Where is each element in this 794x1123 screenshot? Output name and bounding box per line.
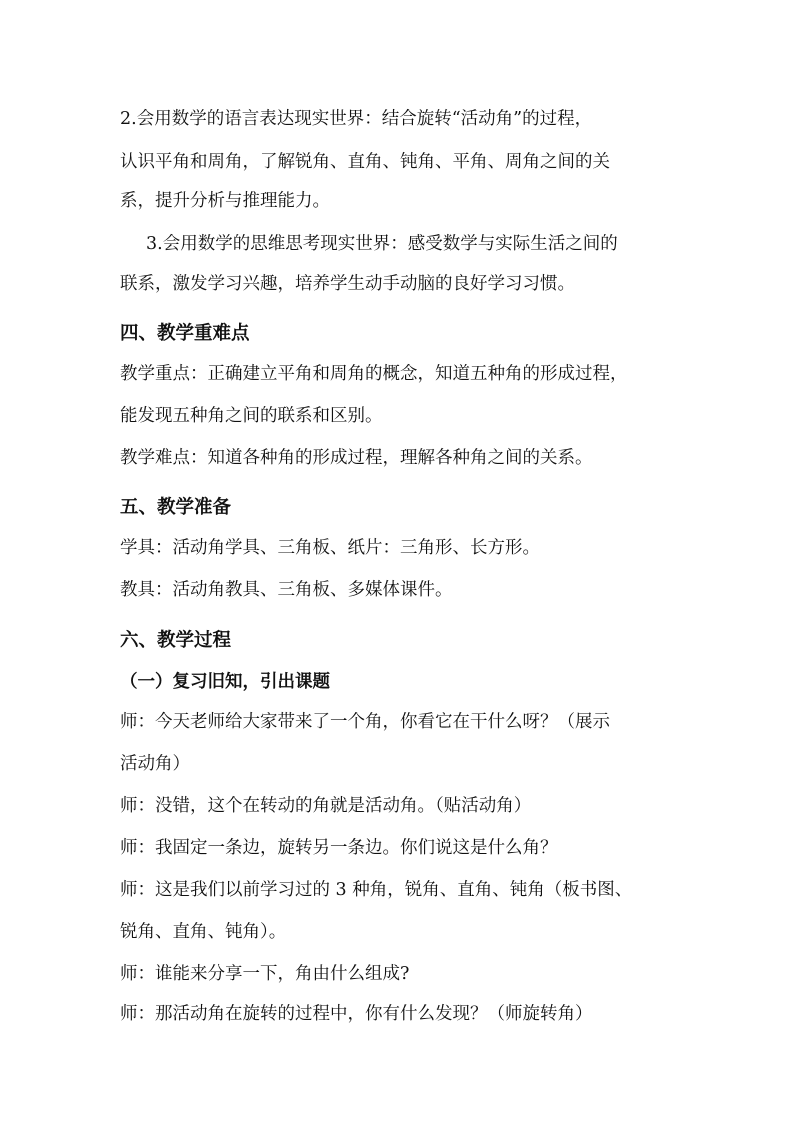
- dialogue-line: 师：这是我们以前学习过的 3 种角，锐角、直角、钝角（板书图、: [120, 880, 633, 900]
- objective-3-line-1: 3.会用数学的思维思考现实世界：感受数学与实际生活之间的: [146, 234, 618, 254]
- section-4-heading: 四、教学重难点: [120, 323, 250, 344]
- dialogue-line: 师：那活动角在旋转的过程中，你有什么发现？（师旋转角）: [120, 1004, 593, 1024]
- objective-3-line-2: 联系，激发学习兴趣，培养学生动手动脑的良好学习习惯。: [120, 274, 575, 294]
- objective-2-line-2: 认识平角和周角，了解锐角、直角、钝角、平角、周角之间的关: [120, 152, 610, 172]
- dialogue-line: 师：我固定一条边，旋转另一条边。你们说这是什么角？: [120, 838, 558, 858]
- teacher-tools: 教具：活动角教具、三角板、多媒体课件。: [120, 580, 453, 600]
- teaching-difficulty: 教学难点：知道各种角的形成过程，理解各种角之间的关系。: [120, 448, 593, 468]
- dialogue-line: 锐角、直角、钝角）。: [120, 922, 287, 942]
- dialogue-line: 活动角）: [120, 754, 190, 774]
- section-6-heading: 六、教学过程: [120, 630, 232, 651]
- dialogue-line: 师：谁能来分享一下，角由什么组成?: [120, 964, 410, 984]
- teaching-focus-line-1: 教学重点：正确建立平角和周角的概念，知道五种角的形成过程，: [120, 364, 628, 384]
- teaching-focus-line-2: 能发现五种角之间的联系和区别。: [120, 406, 383, 426]
- section-5-heading: 五、教学准备: [120, 497, 232, 518]
- section-6-subheading: （一）复习旧知，引出课题: [120, 672, 330, 692]
- dialogue-line: 师：今天老师给大家带来了一个角，你看它在干什么呀？（展示: [120, 712, 610, 732]
- objective-2-line-3: 系，提升分析与推理能力。: [120, 191, 330, 211]
- dialogue-line: 师：没错，这个在转动的角就是活动角。（贴活动角）: [120, 796, 532, 816]
- student-tools: 学具：活动角学具、三角板、纸片：三角形、长方形。: [120, 538, 540, 558]
- objective-2-line-1: 2.会用数学的语言表达现实世界：结合旋转“活动角”的过程，: [120, 109, 593, 129]
